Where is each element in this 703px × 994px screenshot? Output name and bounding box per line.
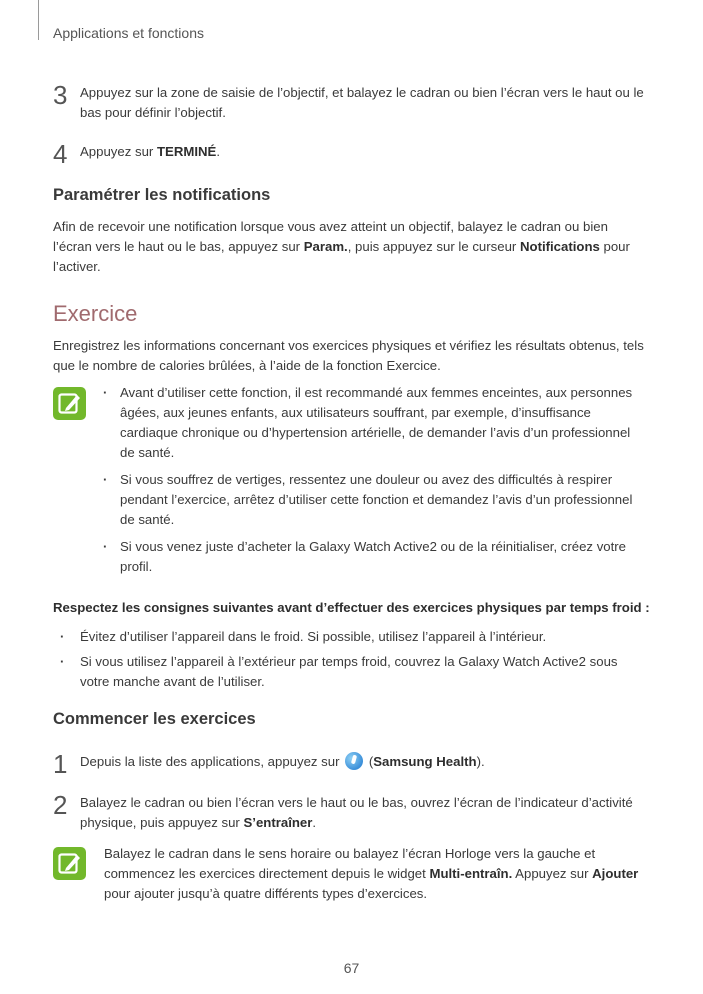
notifications-heading: Paramétrer les notifications <box>53 186 271 204</box>
notifications-paragraph: Afin de recevoir une notification lorsque vous avez atteint un objectif, balayez le cadran ou bien l’écran vers le haut ou le bas, appuyez sur Param., puis appuyez sur le curseur Notifications pour l’activer. <box>53 219 630 274</box>
done-label: TERMINÉ <box>156 144 217 159</box>
note-bullet-list <box>100 383 645 584</box>
step-number: 1 <box>53 749 68 779</box>
samsung-health-icon <box>345 752 363 770</box>
list-item: · Si vous venez juste d’acheter la Galaxy Watch Active2 ou de la réinitialiser, créez votre profil. <box>100 537 645 577</box>
step-number: 3 <box>53 80 68 110</box>
step-number: 2 <box>53 790 68 820</box>
step-2 <box>53 790 648 832</box>
page-header: Applications et fonctions <box>53 25 204 41</box>
note-pencil-icon <box>53 387 86 420</box>
start-heading: Commencer les exercices <box>53 710 256 728</box>
note-pencil-icon <box>53 847 86 880</box>
step-text: Depuis la liste des applications, appuyez sur (Samsung Health). <box>80 754 485 769</box>
note-text: Balayez le cadran dans le sens horaire ou balayez l’écran Horloge vers la gauche et commencez les exercices directement depuis le widget Multi-entraîn. Appuyez sur Ajouter pour ajouter jusqu’à quatre différents types d’exercices. <box>104 846 639 901</box>
step-4 <box>53 139 648 169</box>
list-item: · Avant d’utiliser cette fonction, il est recommandé aux femmes enceintes, aux personnes âgées, aux jeunes enfants, aux utilisateurs souffrant, par exemple, d’insuffisance cardiaque chronique ou d’hypertension artérielle, de demander l’avis d’un professionnel de santé. <box>100 383 645 463</box>
page-number: 67 <box>343 960 360 976</box>
margin-rule <box>38 0 39 40</box>
step-text: Appuyez sur la zone de saisie de l’objectif, et balayez le cadran ou bien l’écran vers le haut ou le bas pour définir l’objectif. <box>80 85 644 120</box>
step-3 <box>53 80 648 122</box>
list-item: · Si vous utilisez l’appareil à l’extérieur par temps froid, couvrez la Galaxy Watch Active2 sous votre manche avant de l’utiliser. <box>53 652 648 692</box>
list-item: · Évitez d’utiliser l’appareil dans le froid. Si possible, utilisez l’appareil à l’intérieur. <box>53 627 648 647</box>
step-text: Appuyez sur TERMINÉ. <box>80 144 220 159</box>
section-title: Exercice <box>53 301 138 326</box>
cold-weather-heading: Respectez les consignes suivantes avant d’effectuer des exercices physiques par temps froid : <box>53 600 650 615</box>
step-1 <box>53 749 648 779</box>
exercice-intro: Enregistrez les informations concernant vos exercices physiques et vérifiez les résultats obtenus, tels que le nombre de calories brûlées, à l’aide de la fonction Exercice. <box>53 338 644 373</box>
cold-weather-list <box>53 627 648 697</box>
list-item: · Si vous souffrez de vertiges, ressentez une douleur ou avez des difficultés à respirer pendant l’exercice, arrêtez d’utiliser cette fonction et demandez l’avis d’un professionnel de santé. <box>100 470 645 530</box>
step-number: 4 <box>53 139 68 169</box>
step-text: Balayez le cadran ou bien l’écran vers le haut ou le bas, ouvrez l’écran de l’indicateur d’activité physique, puis appuyez sur S’entraîner. <box>80 795 633 830</box>
